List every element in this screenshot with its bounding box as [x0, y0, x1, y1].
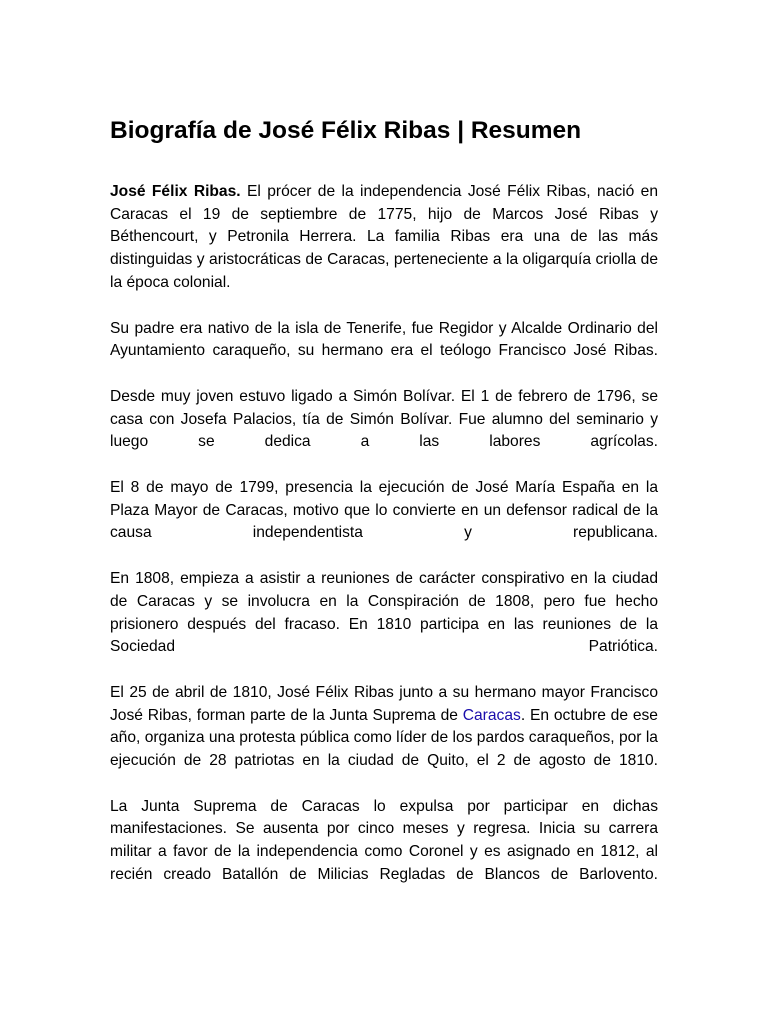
- paragraph-intro: [110, 181, 658, 295]
- paragraph-bolivar: Desde muy joven estuvo ligado a Simón Bolívar. El 1 de febrero de 1796, se casa con Josefa Palacios, tía de Simón Bolívar. Fue alumno del seminario y luego se dedica a las labores agrícolas.: [110, 387, 658, 451]
- document-title: Biografía de José Félix Ribas | Resumen: [110, 117, 582, 144]
- paragraph-intro-text: El prócer de la independencia José Félix Ribas, nació en Caracas el 19 de septiembre de 1775, hijo de Marcos José Ribas y Béthencourt, y Petronila Herrera. La familia Ribas era una de las más distinguidas y aristocráticas de Caracas, perteneciente a la oligarquía criolla de la época colonial.: [110, 183, 658, 291]
- paragraph-military: La Junta Suprema de Caracas lo expulsa por participar en dichas manifestaciones. Se ausenta por cinco meses y regresa. Inicia su carrera militar a favor de la independencia como Coronel y es asignado en 1812, al recién creado Batallón de Milicias Regladas de Blancos de Barlovento.: [110, 797, 658, 883]
- document-content: [110, 112, 658, 887]
- paragraph-lead-name: José Félix Ribas.: [110, 183, 241, 200]
- paragraph-conspiracy: En 1808, empieza a asistir a reuniones de carácter conspirativo en la ciudad de Caracas y se involucra en la Conspiración de 1808, pero fue hecho prisionero después del fracaso. En 1810 participa en las reuniones de la Sociedad Patriótica.: [110, 570, 658, 656]
- paragraph-junta-text-before: El 25 de abril de 1810, José Félix Ribas junto a su hermano mayor Francisco José Ribas, forman parte de la Junta Suprema de: [110, 683, 658, 724]
- paragraph-execution: El 8 de mayo de 1799, presencia la ejecución de José María España en la Plaza Mayor de Caracas, motivo que lo convierte en un defensor radical de la causa independentista y republicana.: [110, 479, 658, 542]
- paragraph-junta: [110, 682, 658, 773]
- paragraph-junta-text-after: . En octubre de ese año, organiza una protesta pública como líder de los pardos caraqueños, por la ejecución de 28 patriotas en la ciudad de Quito, el 2 de agosto de 1810.: [110, 706, 658, 770]
- paragraph-father: Su padre era nativo de la isla de Tenerife, fue Regidor y Alcalde Ordinario del Ayuntamiento caraqueño, su hermano era el teólogo Francisco José Ribas.: [110, 319, 658, 360]
- caracas-link[interactable]: Caracas: [462, 706, 521, 724]
